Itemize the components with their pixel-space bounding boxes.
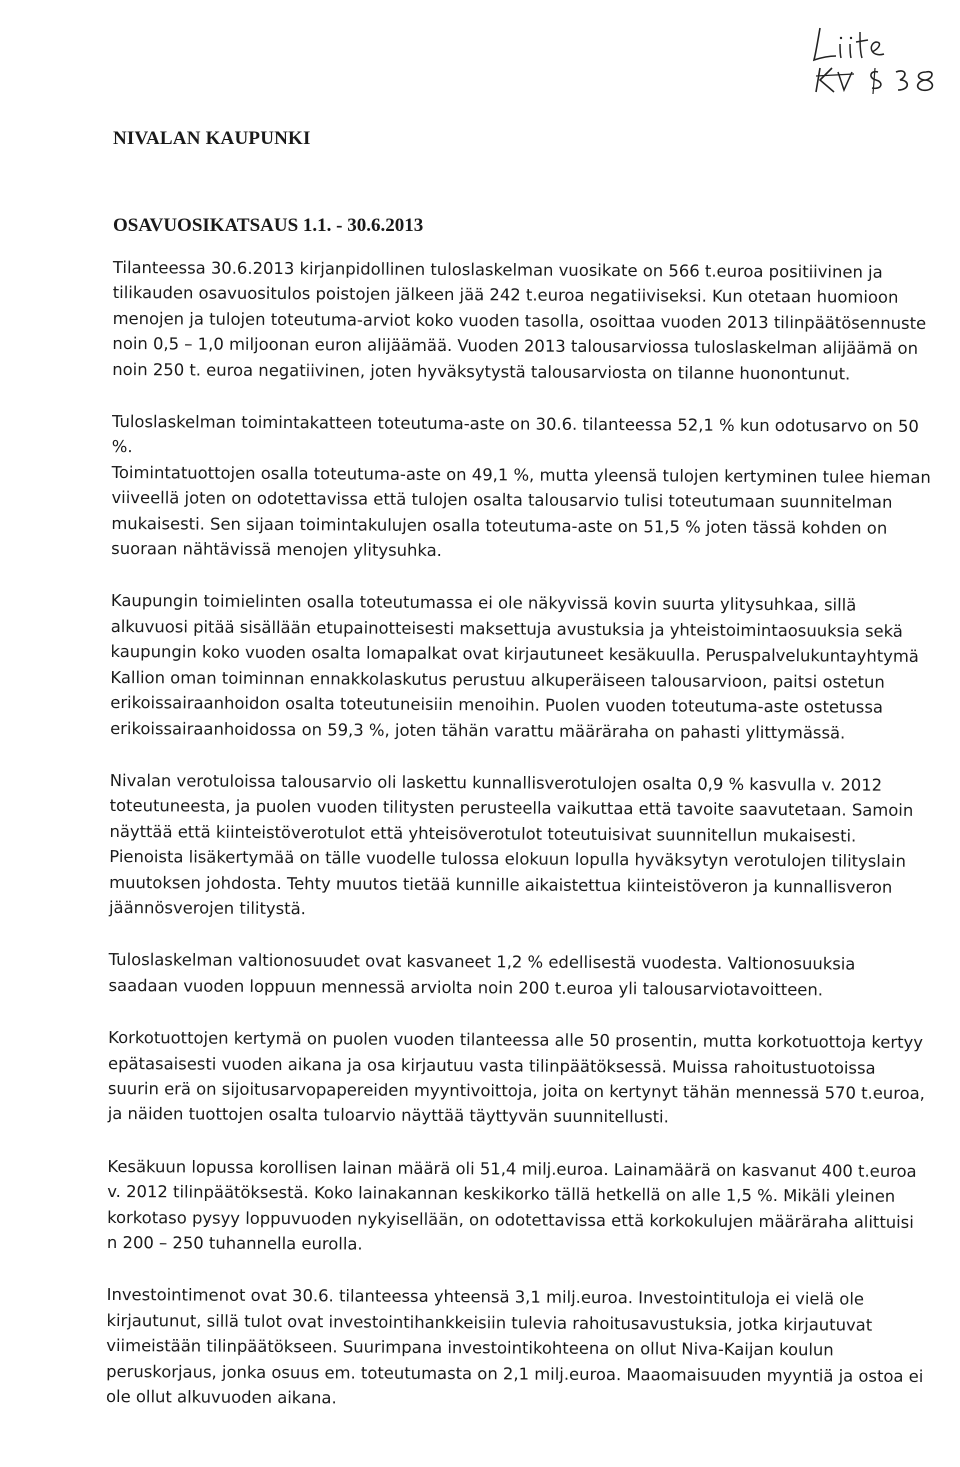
paragraph-operating-income: Toimintatuottojen osalla toteutuma-aste on 49,1 %, mutta yleensä tulojen kertyminen tulee hieman viiveellä joten on odotettavissa että tulojen osalta talousarvio tulisi toteutumaan suunnitelman mukaisesti. Sen sijaan toimintakulujen osalla toteutuma-aste on 51,5 % joten tässä kohden on suoraan nähtävissä menojen ylitysuhka. <box>111 462 931 561</box>
paragraph-loans: Kesäkuun lopussa korollisen lainan määrä oli 51,4 milj.euroa. Lainamäärä on kasvanut 400 t.euroa v. 2012 tilinpäätöksestä. Koko lainakannan keskikorko tällä hetkellä on alle 1,5 %. Mikäli yleinen korkotaso pysyy loppuvuoden nykyisellään, on odotettavissa että korkokulujen määräraha alittuisi n 200 – 250 tuhannella eurolla. <box>106 1156 917 1254</box>
handwritten-annotation <box>780 18 950 98</box>
paragraph-investments: Investointimenot ovat 30.6. tilanteessa yhteensä 3,1 milj.euroa. Investointituloja ei vielä ole kirjautunut, sillä tulot ovat investointihankkeisiin tulevia rahoitusavustuksia, jotka kirjautuvat viimeistään tilinpäätökseen. Suurimpana investointikohteena on ollut Niva-Kaijan koulun peruskorjaus, jonka osuus em. toteutumasta on 2,1 milj.euroa. Maaomaisuuden myyntiä ja ostoa ei ole ollut alkuvuoden aikana. <box>105 1285 924 1408</box>
paragraph-tax-revenue: Nivalan verotuloissa talousarvio oli laskettu kunnallisverotulojen osalta 0,9 % kasvulla v. 2012 toteutuneesta, ja puolen vuoden tilitysten perusteella vaikuttaa että tavoite saavutetaan. Samoin näyttää että kiinteistöverotulot että yhteisöverotulot toteutuisivat suunnitellun mukaisesti. Pienoista lisäkertymää on tälle vuodelle tulossa elokuun lopulla hyväksytyn verotulojen tilityslain muutoksen johdosta. Tehty muutos tietää kunnille aikaistettua kiinteistöveron ja kunnallisveron jäännösverojen tilitystä. <box>108 770 914 919</box>
paragraph-committees: Kaupungin toimielinten osalla toteutumassa ei ole näkyvissä kovin suurta ylitysuhkaa, sillä alkuvuosi pitää sisällään etupainotteisesti maksettuja avustuksia ja yhteistoimintaosuuksia sekä kaupungin koko vuoden osalta lomapalkat ovat kirjautuneet kesäkuulla. Peruspalvelukuntayhtymä Kallion oman toiminnan ennakkolaskutus perustuu alkuperäiseen talousarvioon, paitsi ostetun erikoissairaanhoidon osalta toteutuneisiin menoihin. Puolen vuoden toteutuma-aste ostetussa erikoissairaanhoidossa on 59,3 %, joten tähän varattu määräraha on pahasti ylittymässä. <box>110 591 919 742</box>
paragraph-operating-margin: Tuloslaskelman toimintakatteen toteutuma-aste on 30.6. tilanteessa 52,1 % kun odotusarvo on 50 %. <box>111 412 919 457</box>
paragraph-interest-income: Korkotuottojen kertymä on puolen vuoden tilanteessa alle 50 prosentin, mutta korkotuottoja kertyy epätasaisesti vuoden aikana ja osa kirjautuu vasta tilinpäätöksessä. Muissa rahoitustuotoissa suurin erä on sijoitusarvopapereiden myyntivoittoja, joita on kertynyt tähän mennessä 570 t.euroa, ja näiden tuottojen osalta tuloarvio näyttää täyttyvän suunnitellusti. <box>107 1028 925 1127</box>
report-body <box>106 255 933 1441</box>
paragraph-state-subsidies: Tuloslaskelman valtionosuudet ovat kasvaneet 1,2 % edellisestä vuodesta. Valtionosuuksia saadaan vuoden loppuun mennessä arviolta noin 200 t.euroa yli talousarviotavoitteen. <box>108 950 856 1000</box>
report-title: OSAVUOSIKATSAUS 1.1. - 30.6.2013 <box>113 215 424 236</box>
paragraph-summary: Tilanteessa 30.6.2013 kirjanpidollinen tuloslaskelman vuosikate on 566 t.euroa positiivinen ja tilikauden osavuositulos poistojen jälkeen jää 242 t.euroa negatiiviseksi. Kun otetaan huomioon menojen ja tulojen toteutuma-arviot koko vuoden tasolla, osoittaa vuoden 2013 tilinpäätösennuste noin 0,5 – 1,0 miljoonan euron alijäämää. Vuoden 2013 talousarviossa tuloslaskelman alijäämä on noin 250 t. euroa negatiivinen, joten hyväksytystä talousarviosta on tilanne huonontunut. <box>112 257 927 384</box>
handwritten-note-graphic <box>780 18 950 98</box>
organization-name: NIVALAN KAUPUNKI <box>113 128 311 149</box>
